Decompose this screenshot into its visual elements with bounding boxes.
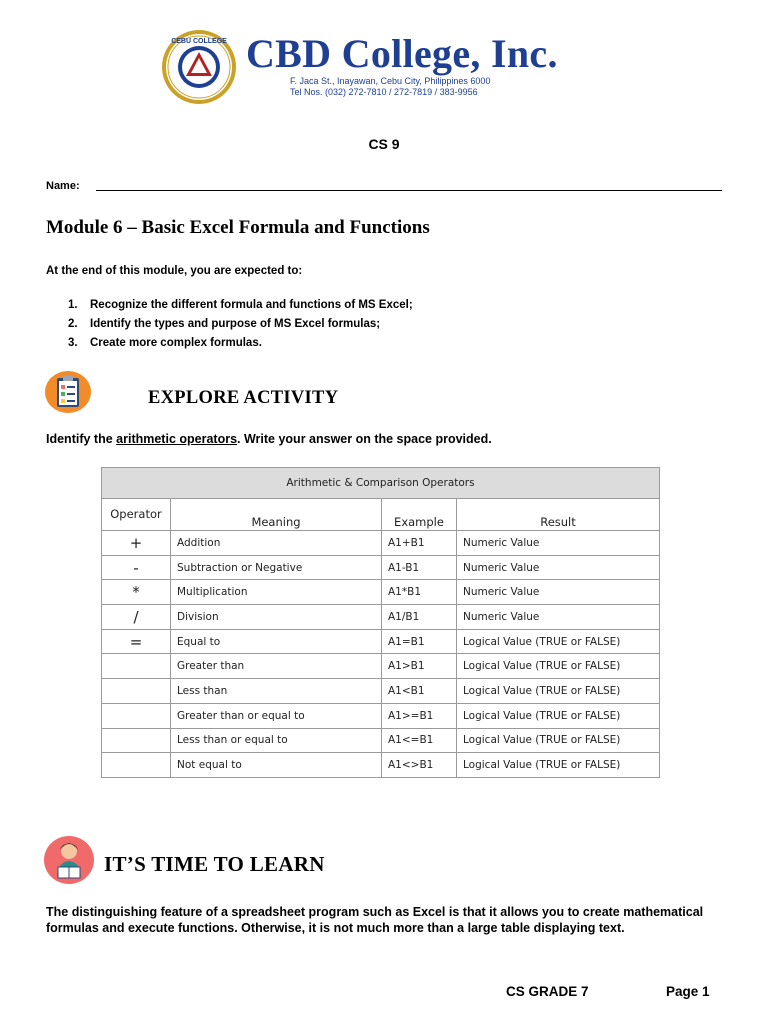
objective-number: 2. xyxy=(68,318,78,330)
objective-number: 1. xyxy=(68,299,78,311)
result-cell: Numeric Value xyxy=(457,555,660,580)
meaning-cell: Greater than xyxy=(171,654,382,679)
result-cell: Logical Value (TRUE or FALSE) xyxy=(457,753,660,778)
result-cell: Logical Value (TRUE or FALSE) xyxy=(457,629,660,654)
telephone-line: Tel Nos. (032) 272-7810 / 272-7819 / 383-9956 xyxy=(290,87,478,97)
table-row xyxy=(102,531,660,556)
college-name: CBD College, Inc. xyxy=(246,31,558,76)
table-row xyxy=(102,753,660,778)
meaning-cell: Equal to xyxy=(171,629,382,654)
table-row xyxy=(102,679,660,704)
operator-cell: = xyxy=(102,629,171,654)
footer-page-number: Page 1 xyxy=(666,984,710,999)
operator-cell: * xyxy=(102,580,171,605)
example-cell: A1>=B1 xyxy=(382,703,457,728)
svg-text:CEBU COLLEGE: CEBU COLLEGE xyxy=(171,38,227,45)
module-title: Module 6 – Basic Excel Formula and Functions xyxy=(46,217,430,238)
table-caption: Arithmetic & Comparison Operators xyxy=(102,468,660,499)
table-row xyxy=(102,703,660,728)
result-cell: Logical Value (TRUE or FALSE) xyxy=(457,654,660,679)
example-cell: A1>B1 xyxy=(382,654,457,679)
course-code: CS 9 xyxy=(368,136,400,152)
meaning-cell: Less than or equal to xyxy=(171,728,382,753)
objective-item xyxy=(46,318,380,330)
example-cell: A1*B1 xyxy=(382,580,457,605)
column-header: Meaning xyxy=(171,499,382,531)
table-header-row xyxy=(102,499,660,531)
result-cell: Logical Value (TRUE or FALSE) xyxy=(457,679,660,704)
name-label: Name: xyxy=(46,180,80,192)
instruction-emphasis: arithmetic operators xyxy=(116,432,238,446)
example-cell: A1-B1 xyxy=(382,555,457,580)
footer-grade: CS GRADE 7 xyxy=(506,984,589,999)
table-caption-row xyxy=(102,468,660,499)
example-cell: A1<B1 xyxy=(382,679,457,704)
operator-answer-cell[interactable] xyxy=(102,679,171,704)
meaning-cell: Addition xyxy=(171,531,382,556)
example-cell: A1<=B1 xyxy=(382,728,457,753)
lesson-paragraph: The distinguishing feature of a spreadsheet program such as Excel is that it allows you to create mathematical formulas and execute functions. Otherwise, it is not much more than a large table displaying text. xyxy=(46,905,704,935)
operators-table xyxy=(101,467,660,778)
activity-instruction xyxy=(46,432,492,446)
instruction-text: Identify the xyxy=(46,432,117,446)
example-cell: A1+B1 xyxy=(382,531,457,556)
operator-answer-cell[interactable] xyxy=(102,703,171,728)
result-cell: Numeric Value xyxy=(457,605,660,630)
meaning-cell: Subtraction or Negative xyxy=(171,555,382,580)
operator-answer-cell[interactable] xyxy=(102,654,171,679)
clipboard-checklist-icon xyxy=(45,371,91,413)
meaning-cell: Less than xyxy=(171,679,382,704)
example-cell: A1<>B1 xyxy=(382,753,457,778)
name-blank-line[interactable] xyxy=(96,190,722,191)
explore-activity-heading: EXPLORE ACTIVITY xyxy=(148,388,339,408)
instruction-text: . Write your answer on the space provided. xyxy=(237,432,492,446)
operator-cell: + xyxy=(102,531,171,556)
result-cell: Logical Value (TRUE or FALSE) xyxy=(457,703,660,728)
meaning-cell: Not equal to xyxy=(171,753,382,778)
meaning-cell: Greater than or equal to xyxy=(171,703,382,728)
table-row xyxy=(102,728,660,753)
objective-item xyxy=(46,299,413,311)
objective-text: Recognize the different formula and functions of MS Excel; xyxy=(90,299,413,311)
meaning-cell: Division xyxy=(171,605,382,630)
result-cell: Numeric Value xyxy=(457,531,660,556)
example-cell: A1/B1 xyxy=(382,605,457,630)
objective-item xyxy=(46,337,262,349)
objective-text: Identify the types and purpose of MS Excel formulas; xyxy=(90,318,381,330)
objective-text: Create more complex formulas. xyxy=(90,337,262,349)
time-to-learn-heading: IT’S TIME TO LEARN xyxy=(104,852,325,876)
column-header: Operator xyxy=(102,499,171,531)
table-row xyxy=(102,605,660,630)
operator-answer-cell[interactable] xyxy=(102,753,171,778)
college-seal-logo xyxy=(160,28,238,106)
objective-number: 3. xyxy=(68,337,78,349)
column-header: Result xyxy=(457,499,660,531)
address-line: F. Jaca St., Inayawan, Cebu City, Philippines 6000 xyxy=(290,76,491,86)
example-cell: A1=B1 xyxy=(382,629,457,654)
table-row xyxy=(102,629,660,654)
table-row xyxy=(102,555,660,580)
college-address xyxy=(290,76,490,98)
result-cell: Logical Value (TRUE or FALSE) xyxy=(457,728,660,753)
operator-cell: - xyxy=(102,555,171,580)
objectives-intro: At the end of this module, you are expected to: xyxy=(46,265,303,277)
meaning-cell: Multiplication xyxy=(171,580,382,605)
column-header: Example xyxy=(382,499,457,531)
operator-answer-cell[interactable] xyxy=(102,728,171,753)
result-cell: Numeric Value xyxy=(457,580,660,605)
operator-cell: / xyxy=(102,605,171,630)
student-reading-icon xyxy=(44,836,94,884)
table-row xyxy=(102,580,660,605)
table-row xyxy=(102,654,660,679)
